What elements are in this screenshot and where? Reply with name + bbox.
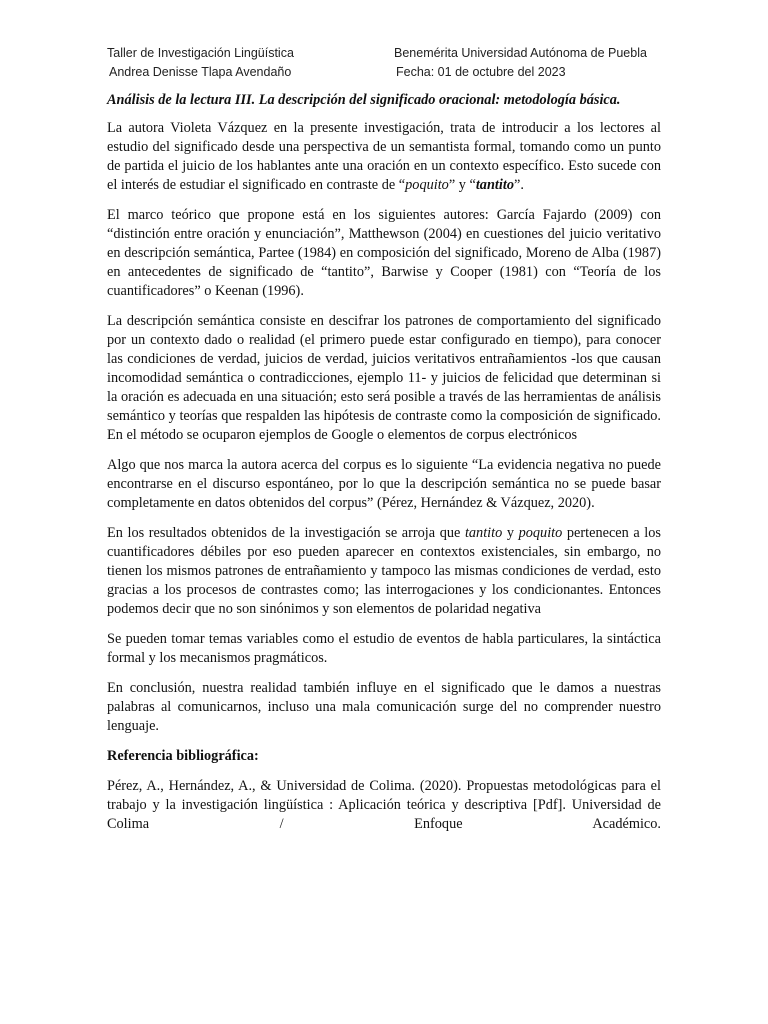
references-heading: Referencia bibliográfica: <box>107 748 259 764</box>
course-name: Taller de Investigación Lingüística <box>107 46 294 60</box>
term-poquito: poquito <box>405 177 449 193</box>
document-date: Fecha: 01 de octubre del 2023 <box>396 65 566 79</box>
paragraph-semantic-description: La descripción semántica consiste en descifrar los patrones de comportamiento del significado por un contexto dado o realidad (el primero puede estar configurado en tiempo), para conocer las condiciones de verdad, juicios de verdad, juicios veritativos entrañamientos -los que causan incomodidad semántica o contradicciones, ejemplo 11- y juicios de felicidad que determinan si la oración es adecuada en una situación; esto será posible a través de las herramientas de análisis semántico y teorías que respalden las hipótesis de contraste como la composición de significado. En el método se ocuparon ejemplos de Google o elementos de corpus electrónicos <box>107 313 661 443</box>
document-body <box>107 91 661 845</box>
reference-entry: Pérez, A., Hernández, A., & Universidad de Colima. (2020). Propuestas metodológicas para el trabajo y la investigación lingüística : Aplicación teórica y descriptiva [Pdf]. Universidad de Colima / Enfoque Académico. <box>107 778 661 832</box>
term-tantito: tantito <box>464 525 503 541</box>
header-row-1 <box>107 44 667 63</box>
paragraph-theoretical-framework: El marco teórico que propone está en los siguientes autores: García Fajardo (2009) con “distinción entre oración y enunciación”, Matthewson (2004) en cuestiones del juicio veritativo en descripción semántica, Partee (1984) en composición del significado, Moreno de Alba (1987) en antecedentes de significado de “tantito”, Barwise y Cooper (1981) con “Teoría de los cuantificadores” o Keenan (1996). <box>107 207 661 299</box>
term-poquito: poquito <box>518 525 563 541</box>
paragraph-intro: La autora Violeta Vázquez en la presente investigación, trata de introducir a los lectores al estudio del significado desde una perspectiva de un semantista formal, tomando como un punto de partida el juicio de los hablantes ante una oración en un contexto específico. Esto sucede con el interés de estudiar el significado en contraste de “poquito” y “tantito”. <box>107 120 661 193</box>
university-name: Benemérita Universidad Autónoma de Puebla <box>394 46 647 60</box>
term-tantito: tantito <box>475 177 514 193</box>
document-header <box>107 44 667 82</box>
paragraph-corpus-quote: Algo que nos marca la autora acerca del corpus es lo siguiente “La evidencia negativa no puede encontrarse en el discurso espontáneo, por lo que la descripción semántica no se puede basar completamente en datos obtenidos del corpus” (Pérez, Hernández & Vázquez, 2020). <box>107 457 661 511</box>
paragraph-conclusion: En conclusión, nuestra realidad también influye en el significado que le damos a nuestras palabras al comunicarnos, incluso una mala comunicación surge del no comprender nuestro lenguaje. <box>107 680 661 734</box>
paragraph-topics: Se pueden tomar temas variables como el estudio de eventos de habla particulares, la sintáctica formal y los mecanismos pragmáticos. <box>107 631 661 666</box>
document-title: Análisis de la lectura III. La descripción del significado oracional: metodología básica. <box>107 92 621 108</box>
paragraph-results: En los resultados obtenidos de la investigación se arroja que tantito y poquito pertenecen a los cuantificadores débiles por eso pueden aparecer en contextos existenciales, sin embargo, no tienen los mismos patrones de entrañamiento y tampoco las mismas condiciones de verdad, esto gracias a los procesos de contrastes como; las interrogaciones y los condicionantes. Entonces podemos decir que no son sinónimos y son elementos de polaridad negativa <box>107 525 661 617</box>
header-row-2 <box>107 63 667 82</box>
author-name: Andrea Denisse Tlapa Avendaño <box>109 65 292 79</box>
